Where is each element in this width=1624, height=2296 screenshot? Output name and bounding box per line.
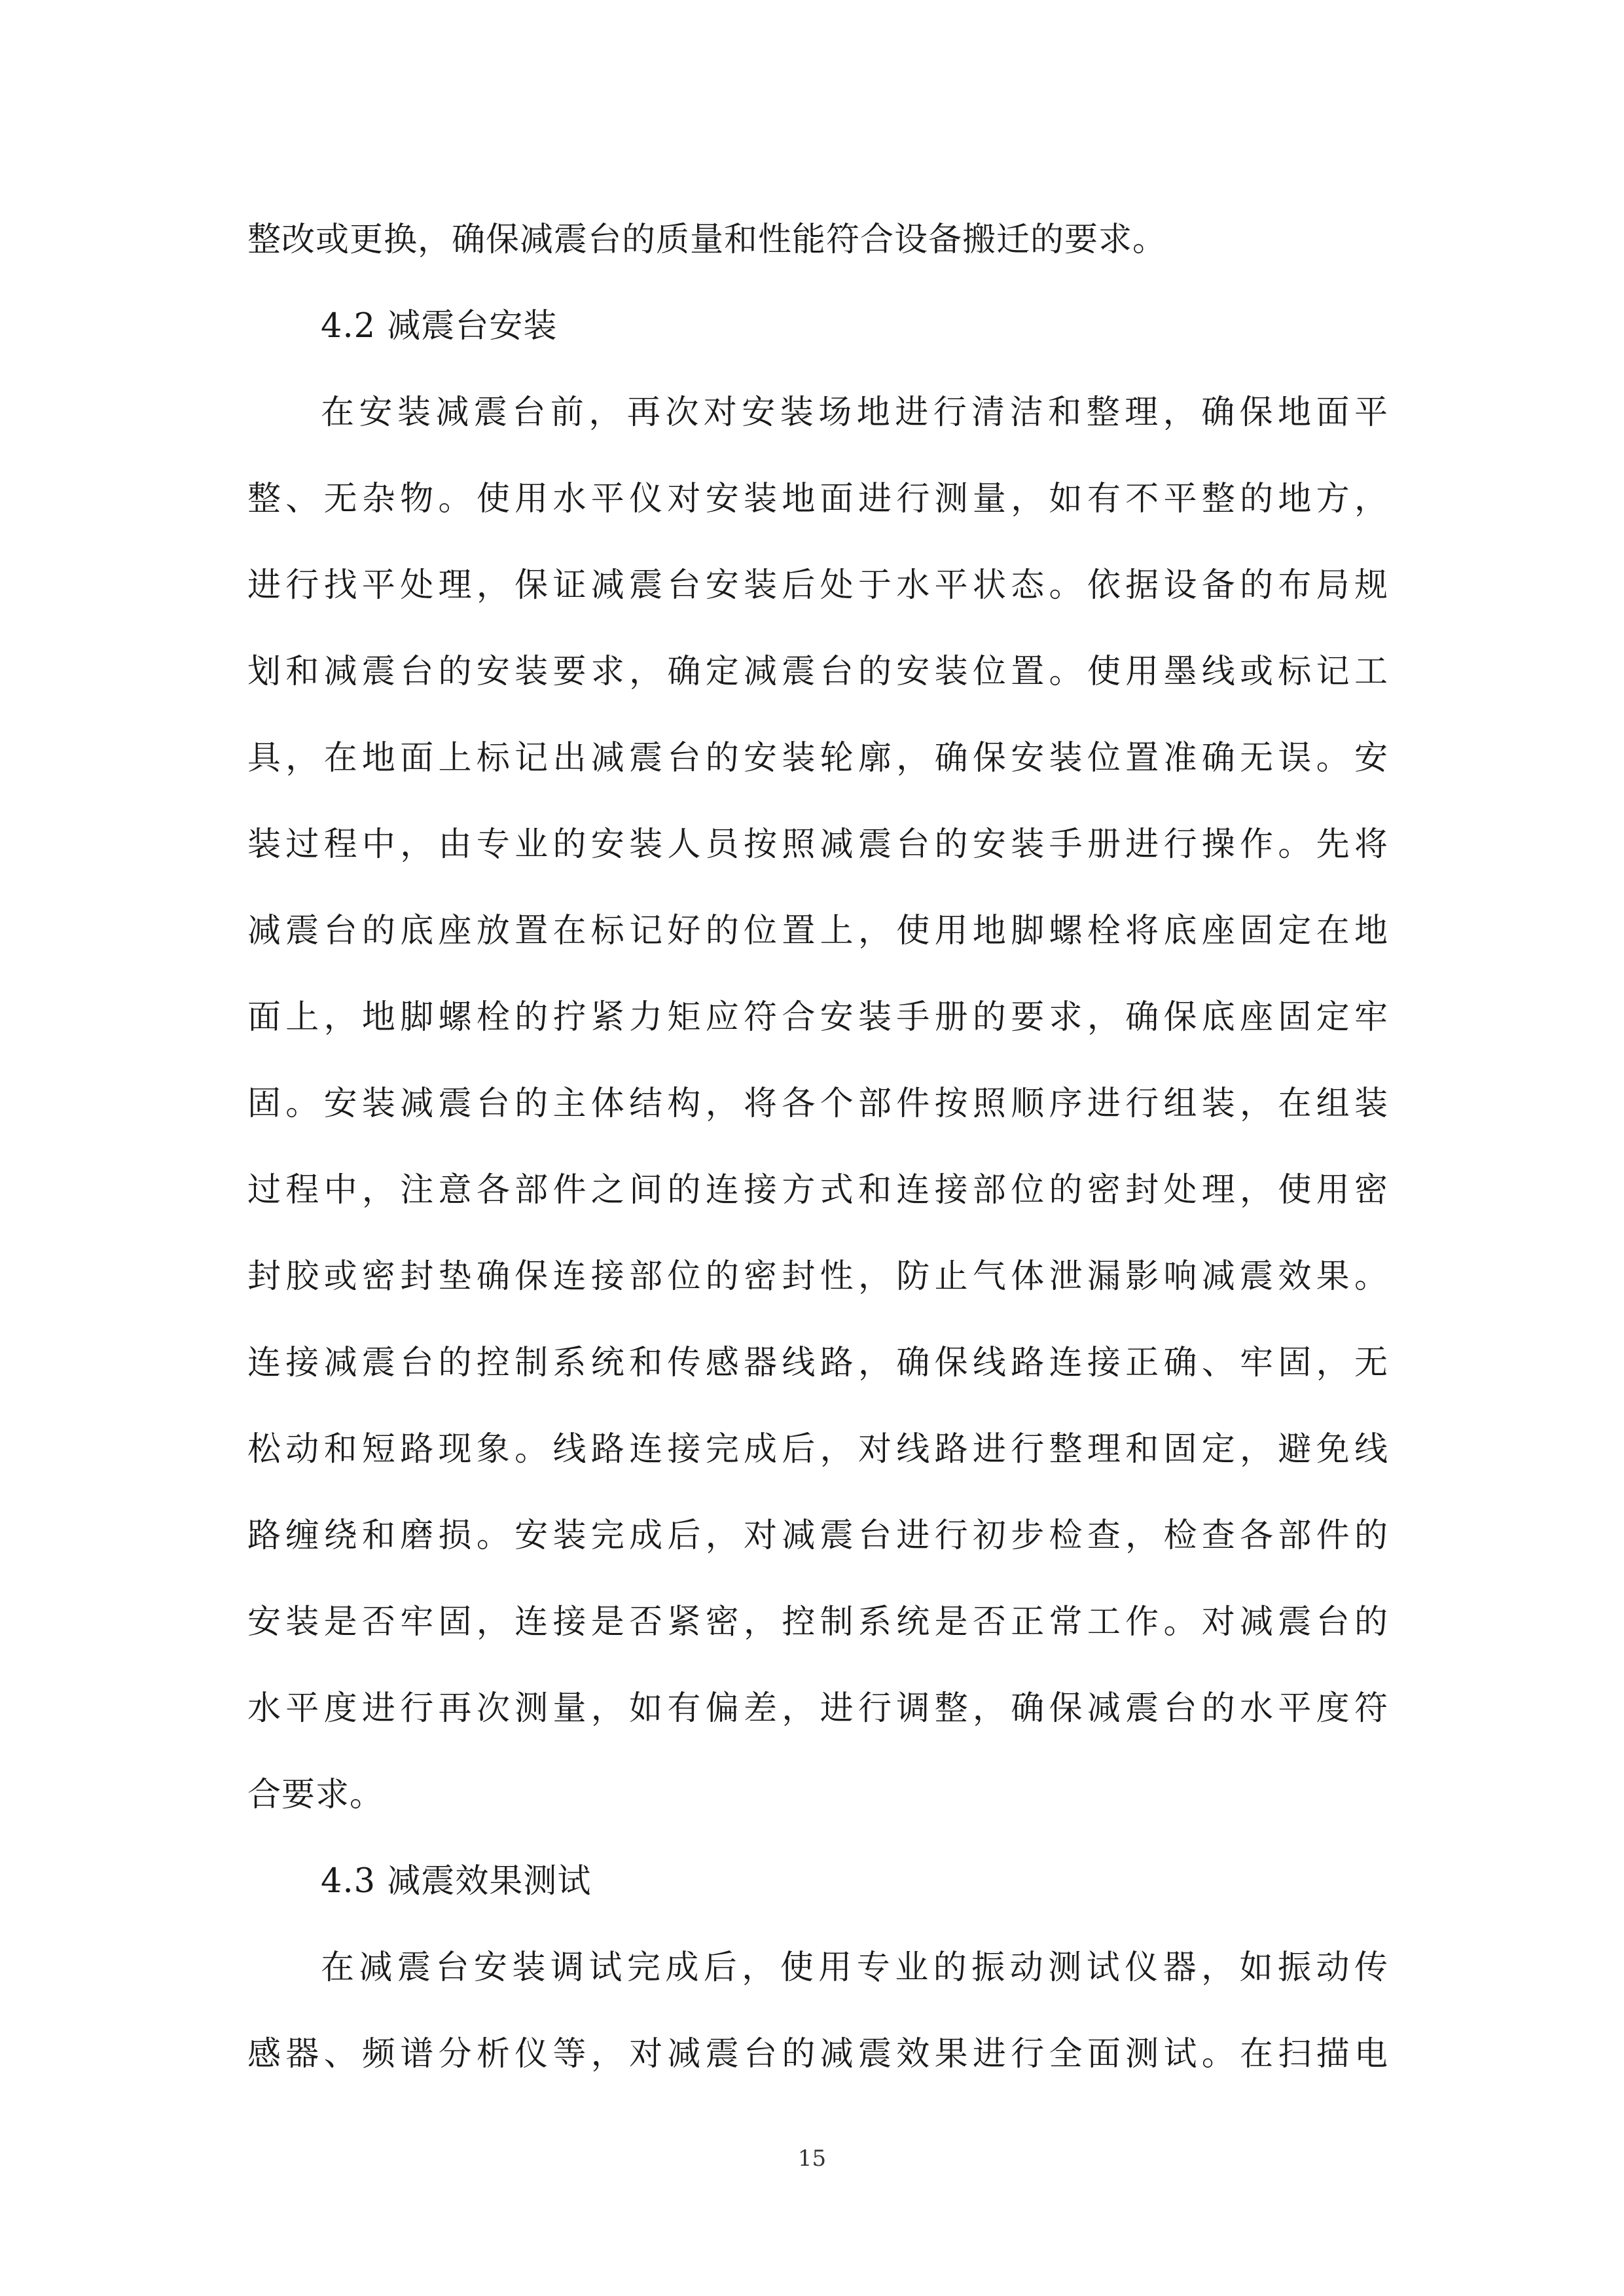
page-number: 15 <box>797 2145 827 2172</box>
text-line: 固。安装减震台的主体结构，将各个部件按照顺序进行组装，在组装 <box>247 1085 1388 1123</box>
text-line: 路缠绕和磨损。安装完成后，对减震台进行初步检查，检查各部件的 <box>247 1516 1388 1555</box>
text-line: 水平度进行再次测量，如有偏差，进行调整，确保减震台的水平度符 <box>247 1689 1388 1728</box>
text-line: 整改或更换，确保减震台的质量和性能符合设备搬迁的要求。 <box>247 221 1167 259</box>
text-line: 具，在地面上标记出减震台的安装轮廓，确保安装位置准确无误。安 <box>247 739 1388 778</box>
text-line: 面上，地脚螺栓的拧紧力矩应符合安装手册的要求，确保底座固定牢 <box>247 998 1388 1037</box>
text-line: 封胶或密封垫确保连接部位的密封性，防止气体泄漏影响减震效果。 <box>247 1257 1388 1296</box>
section-heading-4-3: 4.3 减震效果测试 <box>321 1862 592 1901</box>
text-line: 在减震台安装调试完成后，使用专业的振动测试仪器，如振动传 <box>321 1948 1388 1987</box>
text-line: 在安装减震台前，再次对安装场地进行清洁和整理，确保地面平 <box>321 393 1388 432</box>
text-line: 装过程中，由专业的安装人员按照减震台的安装手册进行操作。先将 <box>247 825 1388 864</box>
section-heading-4-2: 4.2 减震台安装 <box>321 307 558 346</box>
text-line: 进行找平处理，保证减震台安装后处于水平状态。依据设备的布局规 <box>247 566 1388 605</box>
text-line: 减震台的底座放置在标记好的位置上，使用地脚螺栓将底座固定在地 <box>247 912 1388 950</box>
text-line: 整、无杂物。使用水平仪对安装地面进行测量，如有不平整的地方， <box>247 480 1388 518</box>
text-line: 感器、频谱分析仪等，对减震台的减震效果进行全面测试。在扫描电 <box>247 2035 1388 2073</box>
text-line: 松动和短路现象。线路连接完成后，对线路进行整理和固定，避免线 <box>247 1430 1388 1469</box>
text-line: 合要求。 <box>247 1776 384 1814</box>
text-line: 划和减震台的安装要求，确定减震台的安装位置。使用墨线或标记工 <box>247 653 1388 691</box>
text-line: 连接减震台的控制系统和传感器线路，确保线路连接正确、牢固，无 <box>247 1344 1388 1382</box>
text-line: 安装是否牢固，连接是否紧密，控制系统是否正常工作。对减震台的 <box>247 1603 1388 1641</box>
text-line: 过程中，注意各部件之间的连接方式和连接部位的密封处理，使用密 <box>247 1171 1388 1210</box>
